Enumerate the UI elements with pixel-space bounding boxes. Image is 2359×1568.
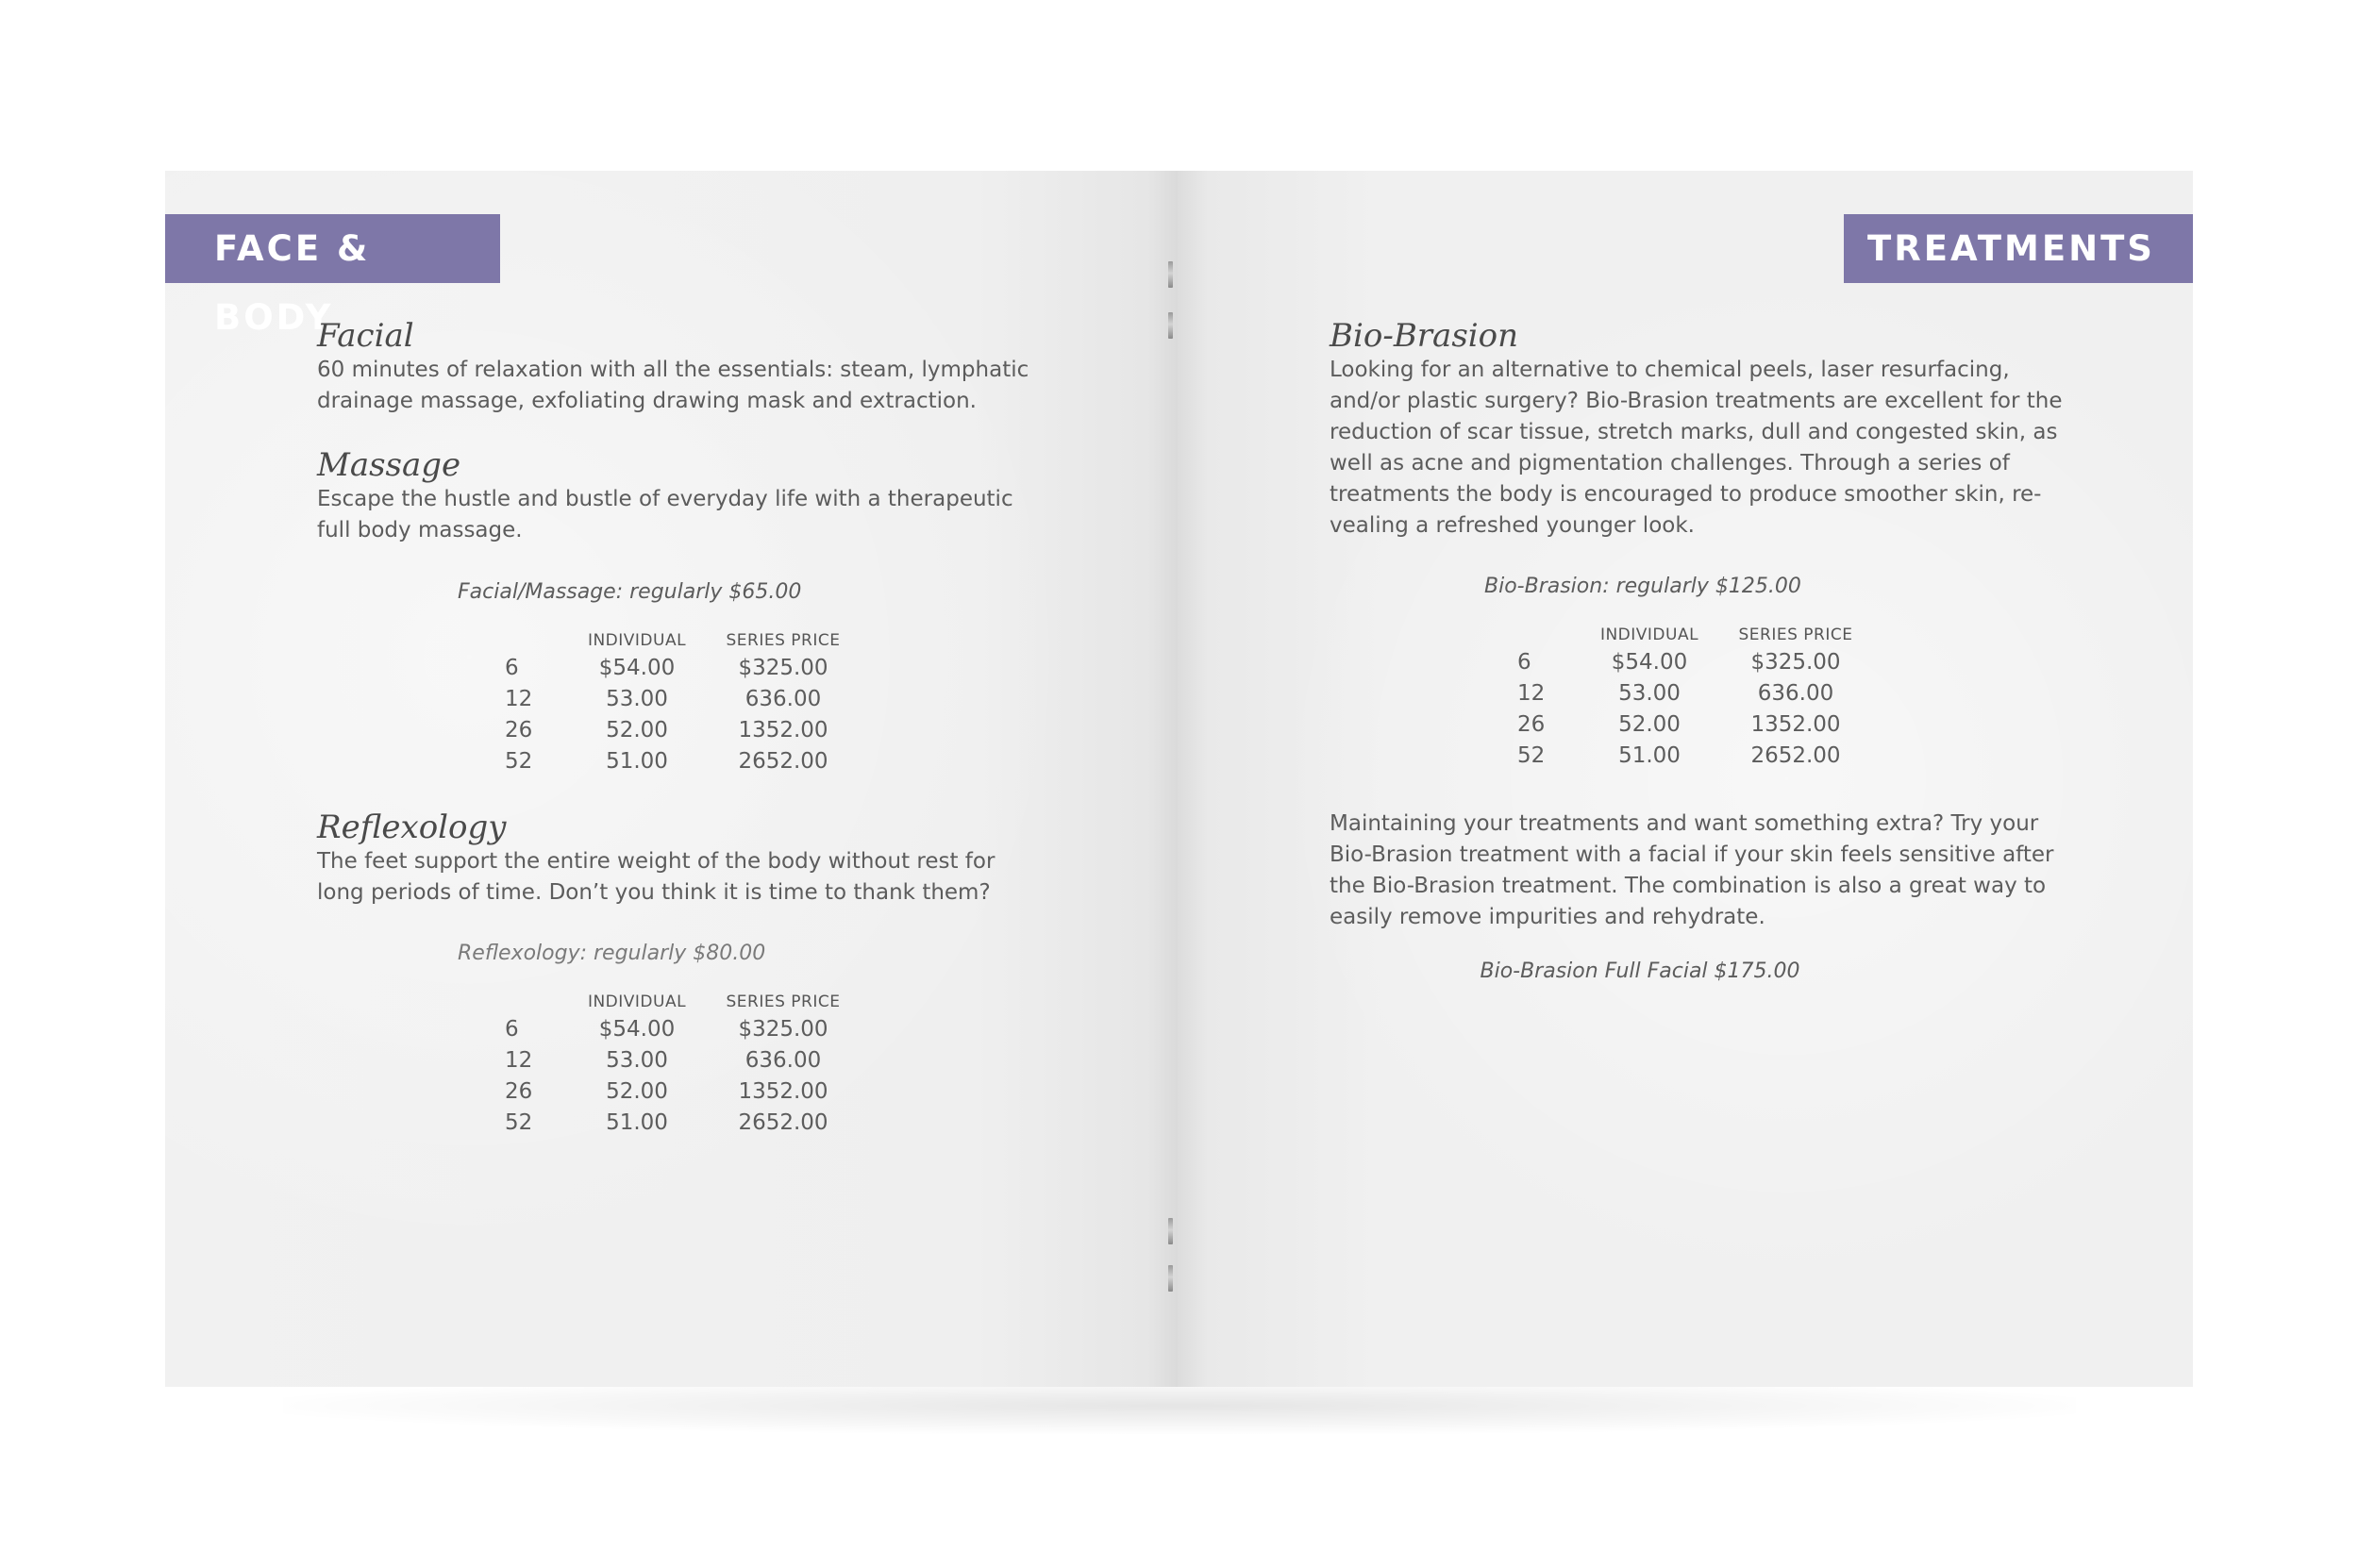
session-count: 52 [505,1110,533,1135]
series-price: 1352.00 [738,1079,828,1104]
right-page [1178,171,2193,1387]
individual-price: $54.00 [1611,650,1688,675]
table-row [505,1017,882,1048]
individual-price: 51.00 [1618,743,1681,768]
table-row [505,687,882,718]
individual-price: 51.00 [606,749,668,774]
table-row [505,749,882,780]
reflexology-heading: Reflexology [317,809,507,846]
table-header [505,627,882,656]
staple-bottom-lower [1168,1265,1173,1292]
biobrasion-price-table [1517,622,1895,775]
biobrasion-heading: Bio-Brasion [1330,317,1519,355]
series-price: 2652.00 [738,749,828,774]
massage-heading: Massage [317,446,461,484]
session-count: 52 [505,749,533,774]
facial-description: 60 minutes of relaxation with all the essentials: steam, lymphatic drainage massage, exfoliating drawing mask and extraction. [317,358,1029,413]
massage-description: Escape the hustle and bustle of everyday life with a therapeutic full body massage. [317,487,1013,542]
series-price-header: SERIES PRICE [726,631,841,650]
brochure-spread [165,171,2193,1387]
biobrasion-price-note: Bio-Brasion: regularly $125.00 [1484,575,1801,598]
table-header [1517,622,1895,650]
reflexology-price-note: Reflexology: regularly $80.00 [458,942,766,965]
individual-price: 53.00 [606,687,668,711]
series-price: 636.00 [745,687,822,711]
individual-header: INDIVIDUAL [587,993,687,1011]
series-price-header: SERIES PRICE [1738,626,1853,644]
individual-header: INDIVIDUAL [587,631,687,650]
individual-price: 52.00 [1618,712,1681,737]
table-row [505,656,882,687]
series-price: 1352.00 [1750,712,1841,737]
session-count: 12 [1517,681,1546,706]
individual-price: 52.00 [606,1079,668,1104]
session-count: 6 [505,1017,519,1042]
table-row [505,1079,882,1110]
reflexology-price-table [505,989,882,1142]
session-count: 26 [1517,712,1546,737]
series-price: $325.00 [1750,650,1841,675]
series-price: 636.00 [1757,681,1834,706]
staple-top [1168,261,1173,288]
reflexology-description: The feet support the entire weight of the body without rest for long periods of time. Don’t you think it is time to thank them? [317,849,995,905]
reflexology-section [317,809,1034,909]
face-body-banner: FACE & BODY [165,214,500,283]
session-count: 26 [505,1079,533,1104]
table-row [505,1048,882,1079]
biobrasion-description: Looking for an alternative to chemical peels, laser resurfacing, and/or plastic surgery? Bio-Brasion treatments are excellent for the reduction of scar tissue, stretch marks, dull and congested skin, as well as acne and pigmentation challenges. Through a series of treatments the body is encouraged to produce smoother skin, re-vealing a refreshed younger look. [1330,358,2063,538]
session-count: 12 [505,1048,533,1073]
series-price: 1352.00 [738,718,828,742]
table-row [1517,681,1895,712]
series-price: 2652.00 [738,1110,828,1135]
series-price: 636.00 [745,1048,822,1073]
session-count: 12 [505,687,533,711]
staple-top-lower [1168,312,1173,339]
facial-section [317,317,1034,417]
session-count: 6 [505,656,519,680]
individual-header: INDIVIDUAL [1599,626,1699,644]
session-count: 26 [505,718,533,742]
series-price: 2652.00 [1750,743,1841,768]
individual-price: 52.00 [606,718,668,742]
extra-description: Maintaining your treatments and want something extra? Try your Bio-Brasion treatment with a facial if your skin feels sensitive after the Bio-Brasion treatment. The combination is also a great way to easily remove impurities and rehydrate. [1330,811,2054,929]
massage-price-note: Facial/Massage: regularly $65.00 [458,580,802,604]
table-row [505,718,882,749]
individual-price: 51.00 [606,1110,668,1135]
individual-price: $54.00 [598,656,676,680]
series-price-header: SERIES PRICE [726,993,841,1011]
table-row [1517,743,1895,775]
series-price: $325.00 [738,656,828,680]
treatments-banner: TREATMENTS [1844,214,2193,283]
extra-section [1330,809,2066,933]
table-header [505,989,882,1017]
individual-price: 53.00 [606,1048,668,1073]
full-facial-price-note: Bio-Brasion Full Facial $175.00 [1480,959,1800,983]
table-row [505,1110,882,1142]
biobrasion-section [1330,317,2066,542]
staple-bottom [1168,1218,1173,1244]
left-page [165,171,1178,1387]
massage-price-table [505,627,882,780]
session-count: 52 [1517,743,1546,768]
series-price: $325.00 [738,1017,828,1042]
session-count: 6 [1517,650,1531,675]
individual-price: $54.00 [598,1017,676,1042]
massage-section [317,446,1034,546]
table-row [1517,650,1895,681]
facial-heading: Facial [317,317,414,355]
individual-price: 53.00 [1618,681,1681,706]
table-row [1517,712,1895,743]
